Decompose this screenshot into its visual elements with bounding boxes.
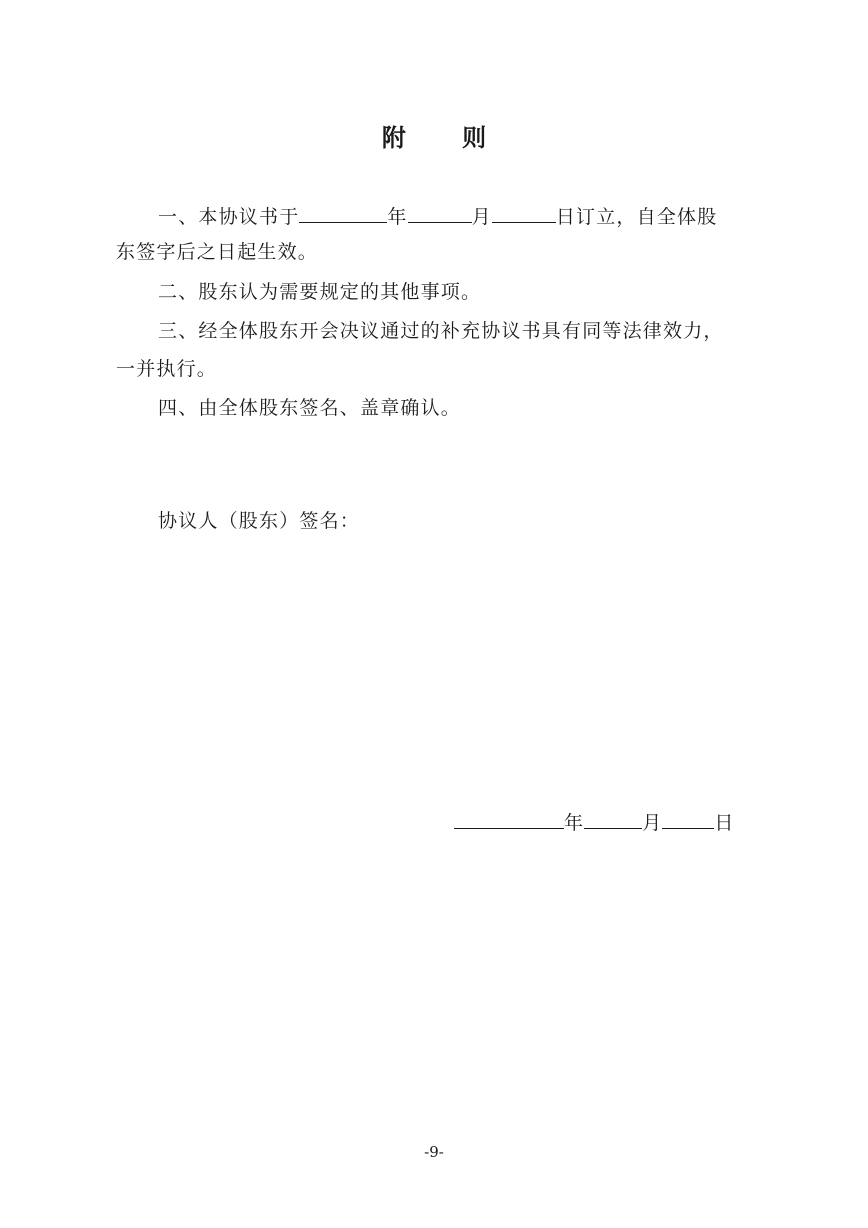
signature-label: 协议人（股东）签名： xyxy=(158,510,361,532)
date-year-label: 年 xyxy=(564,812,585,834)
year-blank[interactable] xyxy=(299,202,387,223)
month-label: 月 xyxy=(471,206,492,228)
clause-3-line-2: 一并执行。 xyxy=(116,358,218,380)
clause-2: 二、股东认为需要规定的其他事项。 xyxy=(158,281,482,303)
date-day-label: 日 xyxy=(714,812,735,834)
clause-1-line-2: 东签字后之日起生效。 xyxy=(116,241,319,263)
clause-3-line-1: 三、经全体股东开会决议通过的补充协议书具有同等法律效力， xyxy=(158,320,724,342)
date-day-blank[interactable] xyxy=(662,808,714,829)
month-blank[interactable] xyxy=(408,202,472,223)
clause-1-line-1 xyxy=(158,202,717,230)
signature-date xyxy=(454,808,735,836)
page-title: 附 则 xyxy=(381,123,511,152)
day-suffix: 日订立，自全体股 xyxy=(555,206,718,228)
clause-1-prefix: 一、本协议书于 xyxy=(158,206,300,228)
date-month-label: 月 xyxy=(642,812,663,834)
day-blank[interactable] xyxy=(492,202,556,223)
date-year-blank[interactable] xyxy=(454,808,564,829)
year-label: 年 xyxy=(387,206,408,228)
clause-4: 四、由全体股东签名、盖章确认。 xyxy=(158,397,462,419)
date-month-blank[interactable] xyxy=(584,808,642,829)
page-number: -9- xyxy=(424,1143,444,1161)
